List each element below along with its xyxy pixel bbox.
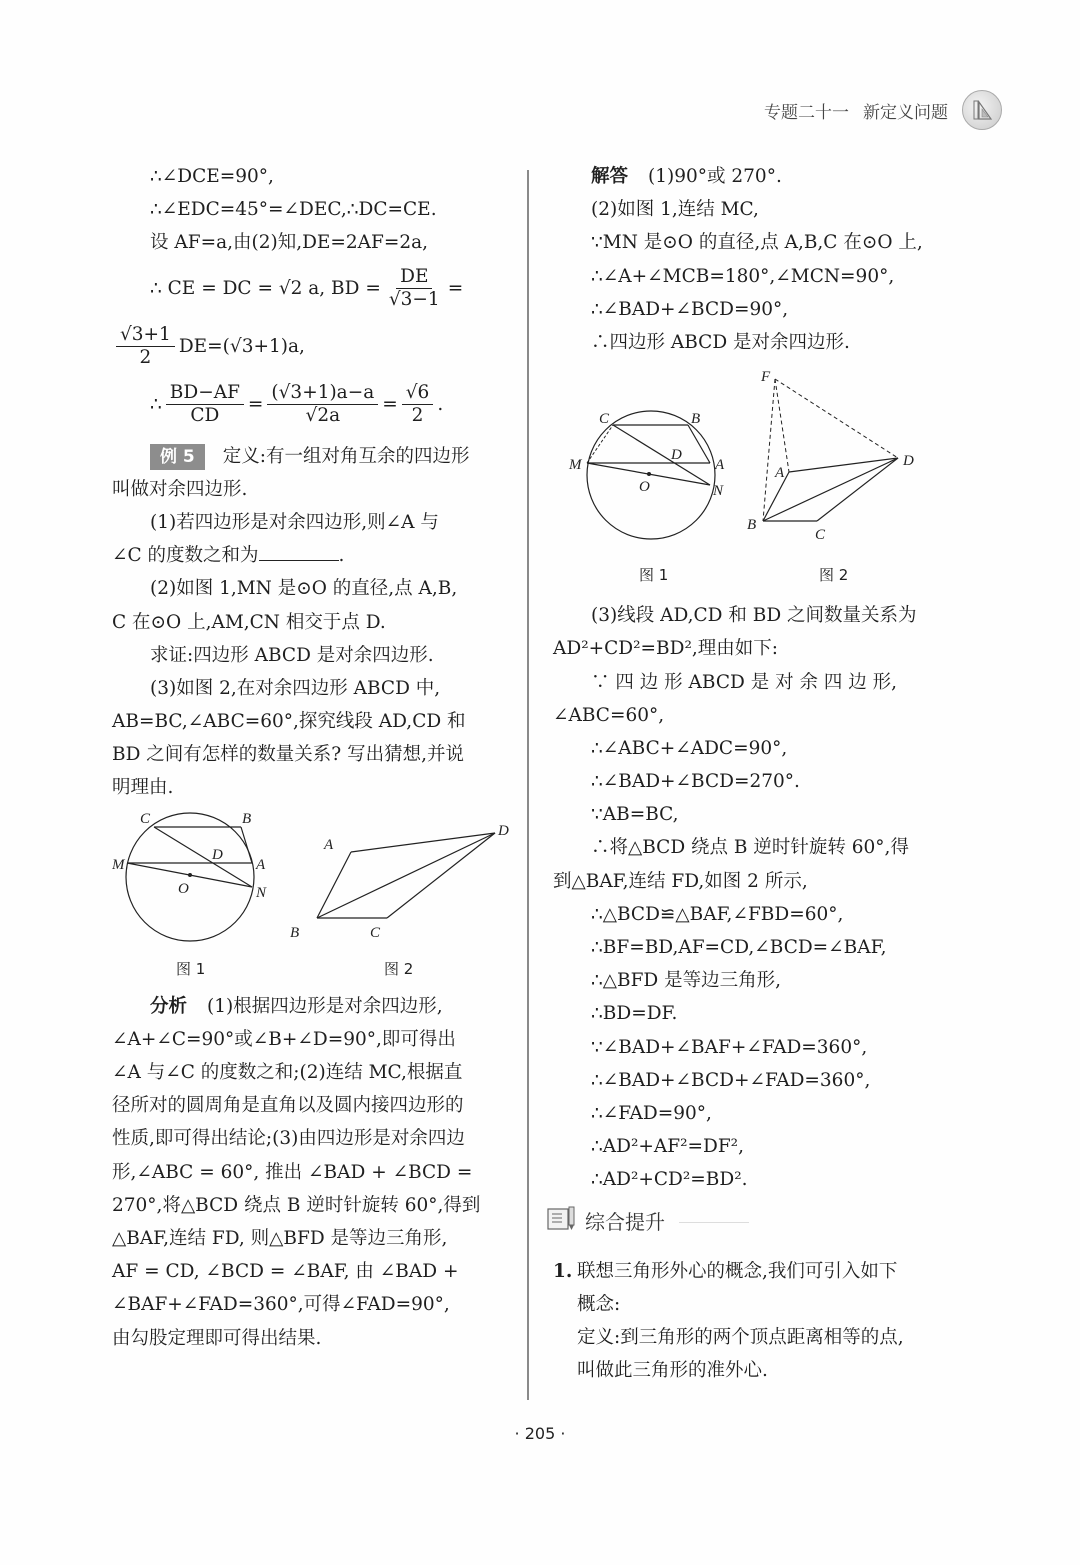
page-header — [764, 92, 1002, 128]
svg-text:O: O — [639, 479, 650, 496]
part3-line: ∠ABC=60°, — [553, 704, 665, 726]
proof-line: 设 AF=a,由(2)知,DE=2AF=2a, — [150, 232, 429, 254]
svg-text:B: B — [242, 810, 252, 827]
part3-step: ∴∠BAD+∠BCD+∠FAD=360°, — [591, 1069, 871, 1091]
question-1: (1)若四边形是对余四边形,则∠A 与 — [150, 511, 439, 533]
answer-line: (2)如图 1,连结 MC, — [591, 199, 759, 221]
column-divider — [527, 170, 529, 1400]
part3-step: ∴∠BAD+∠BCD=270°. — [591, 771, 800, 793]
equation-1: ∴ CE = DC = √2 a, BD = $\frac{DE}{√3-1}$ = — [150, 266, 464, 311]
question-3-cont: 明理由. — [112, 777, 174, 799]
svg-text:A: A — [775, 465, 785, 482]
svg-text:A: A — [256, 856, 266, 873]
answer-blank — [259, 540, 339, 561]
exercise-line: 叫做此三角形的准外心. — [577, 1360, 768, 1382]
figure-1-circle-diagram — [112, 805, 512, 975]
part3-step: ∴BF=BD,AF=CD,∠BCD=∠BAF, — [591, 937, 887, 958]
proof-line: ∴∠EDC=45°=∠DEC,∴DC=CE. — [150, 199, 437, 221]
analysis-line: 性质,即可得出结论;(3)由四边形是对余四边 — [112, 1128, 465, 1150]
analysis-line: 径所对的圆周角是直角以及圆内接四边形的 — [112, 1095, 464, 1117]
part3-line: (3)线段 AD,CD 和 BD 之间数量关系为 — [591, 605, 917, 627]
section-heading — [547, 1205, 953, 1241]
ruler-triangle-icon — [962, 90, 1002, 130]
figure-2-caption: 图 2 — [819, 566, 849, 585]
part3-line: ∵ 四 边 形 ABCD 是 对 余 四 边 形, — [591, 671, 897, 693]
answer-line: ∴∠BAD+∠BCD=90°, — [591, 298, 789, 320]
question-3: (3)如图 2,在对余四边形 ABCD 中, — [150, 677, 441, 699]
answer-line: ∴∠A+∠MCB=180°,∠MCN=90°, — [591, 265, 895, 287]
svg-text:C: C — [370, 924, 381, 941]
topic-label: 专题二十一 — [764, 102, 849, 123]
example-heading: 例 5 定义:有一组对角互余的四边形 — [112, 440, 504, 473]
proof-line: ∴∠DCE=90°, — [150, 166, 274, 187]
answer-figures — [553, 359, 953, 599]
svg-text:F: F — [761, 369, 771, 386]
exercise-number: 1. — [553, 1260, 573, 1282]
equation-2: $\frac{√3+1}{2}$ DE=(√3+1)a, — [112, 318, 504, 376]
analysis-line: ∠A 与∠C 的度数之和;(2)连结 MC,根据直 — [112, 1062, 463, 1083]
part3-step: ∴AD²+CD²=BD². — [591, 1169, 748, 1191]
svg-text:C: C — [815, 527, 826, 544]
svg-text:M: M — [569, 457, 582, 474]
exercise-1: 1. 联想三角形外心的概念,我们可引入如下 — [553, 1255, 953, 1288]
exercise-line: 概念: — [577, 1293, 621, 1315]
svg-text:N: N — [713, 483, 724, 500]
part3-line: 到△BAF,连结 FD,如图 2 所示, — [553, 870, 808, 892]
part3-step: ∴∠ABC+∠ADC=90°, — [591, 737, 788, 759]
question-2-cont: C 在⊙O 上,AM,CN 相交于点 D. — [112, 611, 386, 633]
analysis-label: 分析 — [150, 995, 188, 1017]
analysis-heading: 分析 (1)根据四边形是对余四边形, — [150, 995, 443, 1017]
left-column — [112, 160, 509, 1355]
svg-text:C: C — [599, 411, 610, 428]
svg-text:M: M — [112, 856, 125, 873]
page-number: · 205 · — [514, 1424, 566, 1443]
analysis-line: 形,∠ABC = 60°, 推出 ∠BAD + ∠BCD = — [112, 1161, 473, 1183]
part3-step: ∴△BCD≌△BAF,∠FBD=60°, — [591, 903, 844, 925]
svg-text:A: A — [324, 836, 334, 853]
part3-step: ∴AD²+AF²=DF², — [591, 1136, 744, 1158]
notebook-pen-icon — [547, 1205, 577, 1241]
section-rule — [679, 1222, 749, 1223]
svg-text:B: B — [290, 924, 300, 941]
answer-label: 解答 — [591, 166, 629, 187]
analysis-line: △BAF,连结 FD, 则△BFD 是等边三角形, — [112, 1227, 448, 1249]
answer-line: ∴四边形 ABCD 是对余四边形. — [591, 331, 850, 353]
svg-text:D: D — [212, 846, 223, 863]
part3-step: ∵AB=BC, — [591, 804, 679, 826]
svg-text:N: N — [256, 884, 267, 901]
question-3-cont: BD 之间有怎样的数量关系? 写出猜想,并说 — [112, 744, 464, 766]
svg-text:C: C — [140, 810, 151, 827]
figure-1-2-diagrams — [553, 365, 953, 585]
question-2: (2)如图 1,MN 是⊙O 的直径,点 A,B, — [150, 578, 458, 600]
svg-text:D: D — [671, 447, 682, 464]
svg-text:B: B — [691, 411, 701, 428]
section-title: 综合提升 — [585, 1210, 665, 1234]
part3-step: ∵∠BAD+∠BAF+∠FAD=360°, — [591, 1036, 868, 1058]
answer-line: ∵MN 是⊙O 的直径,点 A,B,C 在⊙O 上, — [591, 232, 923, 254]
chapter-title: 新定义问题 — [863, 102, 948, 123]
fraction: $\frac{DE}{√3-1}$ — [388, 266, 440, 311]
part3-step: ∴BD=DF. — [591, 1003, 678, 1025]
exercise-line: 定义:到三角形的两个顶点距离相等的点, — [577, 1327, 904, 1349]
svg-text:B: B — [747, 517, 757, 534]
question-1-cont: ∠C 的度数之和为 . — [112, 539, 504, 572]
question-2-prove: 求证:四边形 ABCD 是对余四边形. — [150, 644, 434, 666]
part3-line: AD²+CD²=BD²,理由如下: — [553, 638, 778, 660]
analysis-line: 由勾股定理即可得出结果. — [112, 1327, 322, 1349]
question-3-cont: AB=BC,∠ABC=60°,探究线段 AD,CD 和 — [112, 711, 466, 733]
analysis-line: ∠A+∠C=90°或∠B+∠D=90°,即可得出 — [112, 1028, 456, 1050]
svg-text:A: A — [715, 457, 725, 474]
right-column — [553, 160, 953, 1387]
svg-text:D: D — [498, 822, 509, 839]
part3-step: ∴将△BCD 绕点 B 逆时针旋转 60°,得 — [591, 837, 909, 859]
figure-1-caption: 图 1 — [176, 959, 206, 978]
analysis-line: ∠BAF+∠FAD=360°,可得∠FAD=90°, — [112, 1294, 450, 1316]
part3-step: ∴△BFD 是等边三角形, — [591, 970, 782, 992]
svg-text:O: O — [178, 880, 189, 897]
example-badge: 例 5 — [150, 444, 205, 470]
analysis-line: AF = CD, ∠BCD = ∠BAF, 由 ∠BAD + — [112, 1261, 459, 1283]
figure-1-caption: 图 1 — [639, 566, 669, 585]
analysis-line: 270°,将△BCD 绕点 B 逆时针旋转 60°,得到 — [112, 1194, 481, 1216]
equation-3: ∴ $\frac{BD-AF}{CD}$ = $\frac{(√3+1)a-a}{√2a}$ = $\frac{√6}{2}$ . — [150, 382, 444, 427]
answer-heading: 解答 (1)90°或 270°. — [591, 166, 782, 187]
svg-text:D: D — [903, 453, 914, 470]
definition-line: 叫做对余四边形. — [112, 478, 248, 500]
fraction: $\frac{√3+1}{2}$ — [116, 324, 175, 369]
example-figures — [112, 805, 509, 990]
figure-2-caption: 图 2 — [384, 959, 414, 978]
part3-step: ∴∠FAD=90°, — [591, 1102, 712, 1124]
